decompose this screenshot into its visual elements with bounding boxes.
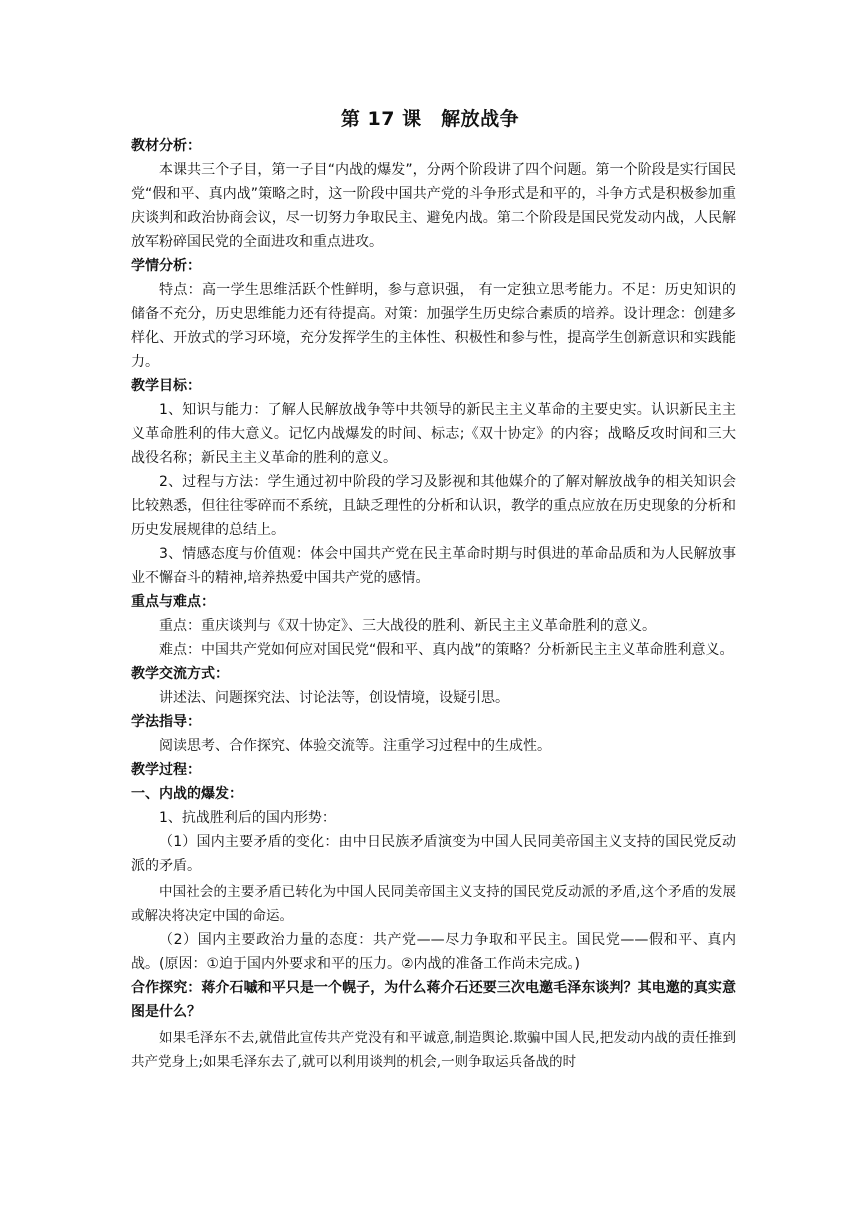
section-heading-goals: 教学目标： [131,378,201,394]
section-heading-methods: 教学交流方式： [131,666,229,682]
page-title: 第 17 课 解放战争 [340,108,520,130]
process-part-heading: 一、内战的爆发： [131,786,243,802]
goal-item: 3、情感态度与价值观：体会中国共产党在民主革命时期与时俱进的革命品质和为人民解放事业不懈奋斗的精神,培养热爱中国共产党的感情。 [131,546,736,586]
goal-item: 1、知识与能力：了解人民解放战争等中共领导的新民主主义革命的主要史实。认识新民主主义革命胜利的伟大意义。记忆内战爆发的时间、标志;《双十协定》的内容；战略反攻时间和三大战役名称；新民主主义革命的胜利的意义。 [131,402,736,466]
cooperative-inquiry: 合作探究：蒋介石嘁和平只是一个幌子，为什么蒋介石还要三次电邀毛泽东谈判？其电邀的真实意图是什么？ [131,980,736,1020]
paragraph-key-point: 重点：重庆谈判与《双十协定》、三大战役的胜利、新民主主义革命胜利的意义。 [159,618,656,634]
section-heading-keypoints: 重点与难点： [131,594,215,610]
paragraph-textbook: 本课共三个子目，第一子目“内战的爆发”，分两个阶段讲了四个问题。第一个阶段是实行国民党“假和平、真内战”策略之时，这一阶段中国共产党的斗争形式是和平的，斗争方式是积极参加重庆谈判和政治协商会议，尽一切努力争取民主、避免内战。第二个阶段是国民党发动内战，人民解放军粉碎国民党的全面进攻和重点进攻。 [131,162,736,250]
section-heading-guidance: 学法指导： [131,714,201,730]
paragraph-difficult-point: 难点：中国共产党如何应对国民党“假和平、真内战”的策略？分析新民主主义革命胜利意义。 [159,642,734,658]
paragraph-methods: 讲述法、问题探究法、讨论法等，创设情境，设疑引思。 [159,690,509,706]
process-point-1: （1）国内主要矛盾的变化：由中日民族矛盾演变为中国人民同美帝国主义支持的国民党反动派的矛盾。 [131,834,736,874]
inquiry-answer: 如果毛泽东不去,就借此宣传共产党没有和平诚意,制造舆论.欺骗中国人民,把发动内战的责任推到共产党身上;如果毛泽东去了,就可以利用谈判的机会,一则争取运兵备战的时 [131,1030,736,1070]
process-point-2: （2）国内主要政治力量的态度：共产党——尽力争取和平民主。国民党——假和平、真内战。(原因：①迫于国内外要求和平的压力。②内战的准备工作尚未完成。) [131,932,736,972]
process-quote: 中国社会的主要矛盾已转化为中国人民同美帝国主义支持的国民党反动派的矛盾,这个矛盾的发展或解决将决定中国的命运。 [131,884,736,924]
section-heading-process: 教学过程： [131,762,201,778]
section-heading-students: 学情分析： [131,258,201,274]
process-subheading: 1、抗战胜利后的国内形势： [159,810,336,826]
paragraph-guidance: 阅读思考、合作探究、体验交流等。注重学习过程中的生成性。 [159,738,551,754]
document-body [131,134,736,1074]
goal-item: 2、过程与方法：学生通过初中阶段的学习及影视和其他媒介的了解对解放战争的相关知识会比较熟悉，但往往零碎而不系统，且缺乏理性的分析和认识，教学的重点应放在历史现象的分析和历史发展规律的总结上。 [131,474,736,538]
paragraph-students: 特点：高一学生思维活跃个性鲜明，参与意识强， 有一定独立思考能力。不足：历史知识的储备不充分，历史思维能力还有待提高。对策：加强学生历史综合素质的培养。设计理念：创建多样化、开放式的学习环境，充分发挥学生的主体性、积极性和参与性，提高学生创新意识和实践能力。 [131,282,736,370]
section-heading-textbook: 教材分析： [131,138,201,154]
